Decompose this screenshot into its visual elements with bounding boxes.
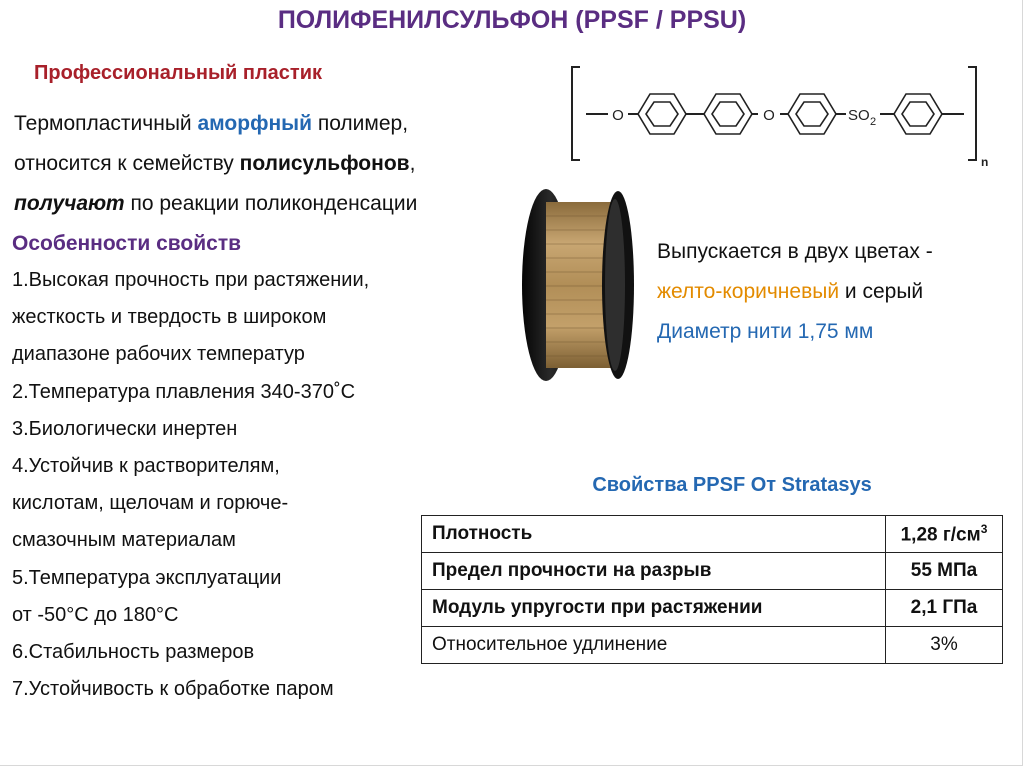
intro-text-part: относится к семейству	[14, 152, 240, 175]
colors-names	[657, 272, 933, 312]
intro-text-part: ,	[409, 152, 416, 175]
colors-line: Выпускается в двух цветах -	[657, 240, 933, 263]
formula-sulfonyl: SO	[848, 107, 870, 124]
intro-line-3	[14, 184, 514, 224]
property-value-superscript: 3	[980, 521, 988, 536]
property-value-text: 1,28 г/см	[900, 524, 981, 546]
table-row	[422, 516, 1003, 553]
feature-line: 4.Устойчив к растворителям,	[12, 455, 280, 478]
intro-line-1	[14, 104, 514, 144]
intro-text-part: по реакции поликонденсации	[124, 192, 418, 215]
property-name: Предел прочности на разрыв	[422, 553, 886, 590]
keyword-polysulfones: полисульфонов	[239, 152, 410, 175]
property-value: 2,1 ГПа	[886, 590, 1003, 627]
table-caption: Свойства PPSF От Stratasys	[592, 474, 872, 496]
color-info	[657, 232, 933, 352]
feature-line: 3.Биологически инертен	[12, 417, 238, 440]
filament-diameter: Диаметр нити 1,75 мм	[657, 320, 874, 343]
feature-line: смазочным материалам	[12, 529, 236, 552]
table-row	[422, 627, 1003, 664]
color-tan: желто-коричневый	[657, 280, 840, 303]
feature-line: диапазоне рабочих температур	[12, 343, 305, 366]
feature-line: от -50°С до 180°С	[12, 603, 179, 626]
keyword-amorphous: аморфный	[197, 112, 312, 135]
feature-line: 7.Устойчивость к обработке паром	[12, 678, 334, 701]
subtitle: Профессиональный пластик	[34, 62, 323, 84]
feature-line: кислотам, щелочам и горюче-	[12, 492, 289, 515]
formula-sulfonyl-subscript: 2	[870, 116, 877, 128]
keyword-obtain: получают	[14, 192, 125, 215]
properties-table	[421, 515, 1003, 664]
property-name: Модуль упругости при растяжении	[422, 590, 886, 627]
features-list	[12, 262, 369, 708]
page-title: ПОЛИФЕНИЛСУЛЬФОН (PPSF / PPSU)	[277, 6, 747, 34]
intro-text-part: Термопластичный	[14, 112, 198, 135]
feature-line: 6.Стабильность размеров	[12, 641, 255, 664]
table-row	[422, 553, 1003, 590]
feature-line: жесткость и твердость в широком	[12, 306, 327, 329]
formula-oxygen-2: O	[763, 107, 775, 124]
feature-line: 1.Высокая прочность при растяжении,	[12, 269, 370, 291]
formula-oxygen-1: O	[612, 107, 624, 124]
property-name: Плотность	[422, 516, 886, 553]
table-row	[422, 590, 1003, 627]
property-value	[886, 516, 1003, 553]
color-gray: и серый	[839, 280, 924, 303]
feature-line: 5.Температура эксплуатации	[12, 566, 282, 589]
features-heading: Особенности свойств	[12, 232, 242, 255]
filament-spool-image	[518, 186, 638, 384]
property-value: 3%	[886, 627, 1003, 664]
intro-line-2	[14, 144, 514, 184]
intro-text-part: полимер,	[311, 112, 409, 135]
property-name: Относительное удлинение	[422, 627, 886, 664]
formula-repeat-n: n	[981, 155, 989, 169]
feature-line: 2.Температура плавления 340-370˚С	[12, 380, 356, 403]
intro-text	[14, 104, 514, 224]
property-value: 55 МПа	[886, 553, 1003, 590]
chemical-formula	[568, 62, 1008, 177]
